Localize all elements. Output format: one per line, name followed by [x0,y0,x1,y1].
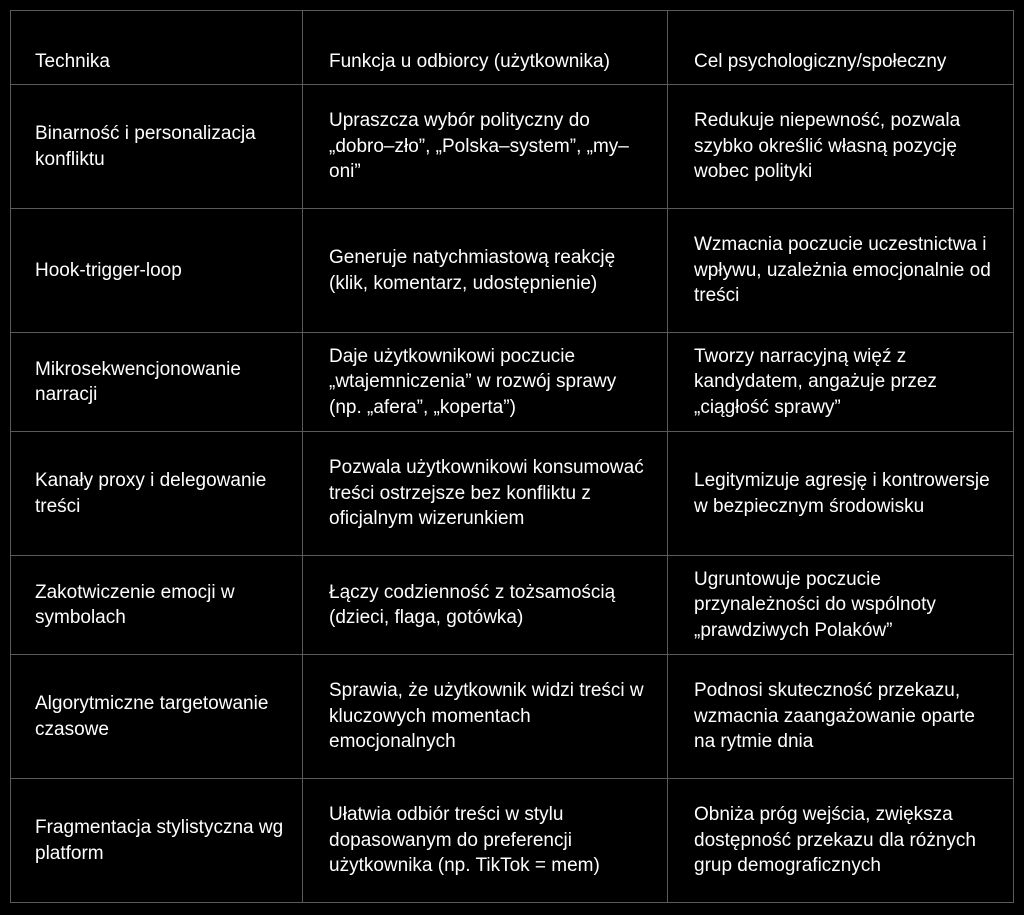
cell-funkcja: Generuje natychmiastową reakcję (klik, komentarz, udostępnienie) [303,209,668,333]
header-technika: Technika [11,11,303,85]
cell-cel: Obniża próg wejścia, zwiększa dostępność przekazu dla różnych grup demograficznych [668,779,1014,903]
cell-cel: Legitymizuje agresję i kontrowersje w bezpiecznym środowisku [668,432,1014,556]
cell-cel: Tworzy narracyjną więź z kandydatem, angażuje przez „ciągłość sprawy” [668,333,1014,432]
table-row [11,333,1014,432]
cell-technika: Mikrosekwencjonowanie narracji [11,333,303,432]
header-cel: Cel psychologiczny/społeczny [668,11,1014,85]
table-header-row [11,11,1014,85]
table-row [11,432,1014,556]
cell-technika: Fragmentacja stylistyczna wg platform [11,779,303,903]
cell-cel: Ugruntowuje poczucie przynależności do wspólnoty „prawdziwych Polaków” [668,556,1014,655]
cell-technika: Hook-trigger-loop [11,209,303,333]
table-row [11,85,1014,209]
cell-technika: Zakotwiczenie emocji w symbolach [11,556,303,655]
cell-funkcja: Łączy codzienność z tożsamością (dzieci, flaga, gotówka) [303,556,668,655]
techniques-table [10,10,1014,903]
header-funkcja: Funkcja u odbiorcy (użytkownika) [303,11,668,85]
cell-technika: Algorytmiczne targetowanie czasowe [11,655,303,779]
cell-funkcja: Ułatwia odbiór treści w stylu dopasowanym do preferencji użytkownika (np. TikTok = mem) [303,779,668,903]
cell-technika: Binarność i personalizacja konfliktu [11,85,303,209]
cell-funkcja: Upraszcza wybór polityczny do „dobro–zło”, „Polska–system”, „my–oni” [303,85,668,209]
cell-funkcja: Sprawia, że użytkownik widzi treści w kluczowych momentach emocjonalnych [303,655,668,779]
table-row [11,209,1014,333]
cell-cel: Podnosi skuteczność przekazu, wzmacnia zaangażowanie oparte na rytmie dnia [668,655,1014,779]
cell-cel: Redukuje niepewność, pozwala szybko określić własną pozycję wobec polityki [668,85,1014,209]
cell-funkcja: Pozwala użytkownikowi konsumować treści ostrzejsze bez konfliktu z oficjalnym wizerunkiem [303,432,668,556]
cell-funkcja: Daje użytkownikowi poczucie „wtajemniczenia” w rozwój sprawy (np. „afera”, „koperta”) [303,333,668,432]
cell-technika: Kanały proxy i delegowanie treści [11,432,303,556]
table-row [11,556,1014,655]
table-row [11,655,1014,779]
table-row [11,779,1014,903]
cell-cel: Wzmacnia poczucie uczestnictwa i wpływu, uzależnia emocjonalnie od treści [668,209,1014,333]
